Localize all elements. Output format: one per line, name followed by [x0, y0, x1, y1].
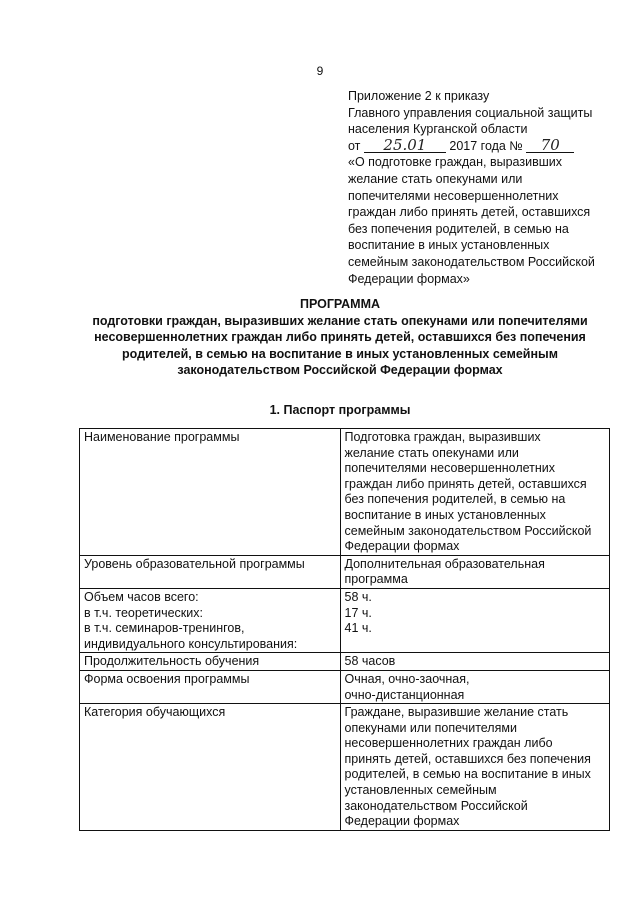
cell-text: программа: [344, 572, 408, 587]
cell-text: 58 ч.: [344, 589, 372, 604]
table-cell-label: [80, 555, 341, 588]
cell-text: Уровень образовательной программы: [84, 556, 305, 571]
cell-text: 17 ч.: [344, 605, 372, 620]
table-cell-label: [80, 588, 341, 652]
table-cell-value: [340, 429, 610, 556]
document-subtitle-line: подготовки граждан, выразивших желание стать опекунами или попечителями: [92, 313, 588, 328]
program-passport-table: [79, 428, 610, 831]
appendix-subject-line: желание стать опекунами или: [348, 171, 523, 186]
appendix-block: [348, 88, 610, 287]
table-cell-value: [340, 704, 610, 831]
cell-text: желание стать опекунами или: [344, 445, 519, 460]
cell-text: Наименование программы: [84, 430, 240, 444]
cell-text: в т.ч. теоретических:: [84, 605, 203, 620]
document-subtitle-line: законодательством Российской Федерации формах: [177, 363, 503, 377]
table-row: [80, 653, 610, 671]
cell-text: без попечения родителей, в семью на: [344, 492, 566, 507]
cell-text: установленных семейным: [344, 783, 497, 798]
appendix-subject-line: граждан либо принять детей, оставшихся: [348, 205, 591, 220]
cell-text: семейным законодательством Российской: [344, 523, 592, 538]
cell-text: Объем часов всего:: [84, 589, 199, 604]
table-cell-value: [340, 555, 610, 588]
handwritten-number: 70: [526, 138, 574, 153]
table-cell-label: [80, 704, 341, 831]
table-cell-label: [80, 653, 341, 671]
table-row: [80, 670, 610, 703]
cell-text: Форма освоения программы: [84, 671, 250, 686]
cell-text: Продолжительность обучения: [84, 654, 260, 669]
cell-text: Категория обучающихся: [84, 705, 226, 720]
cell-text: опекунами или попечителями: [344, 720, 517, 735]
cell-text: граждан либо принять детей, оставшихся: [344, 476, 587, 491]
cell-text: законодательством Российской: [344, 798, 528, 813]
cell-text: Граждане, выразившие желание стать: [344, 705, 569, 720]
appendix-subject-line: попечителями несовершеннолетних: [348, 188, 559, 203]
year-text: 2017 года №: [449, 138, 523, 153]
table-cell-label: [80, 429, 341, 556]
table-cell-label: [80, 670, 341, 703]
cell-text: индивидуального консультирования:: [84, 636, 298, 651]
table-row: [80, 588, 610, 652]
page-number: 9: [316, 64, 324, 78]
cell-text: в т.ч. семинаров-тренингов,: [84, 621, 245, 636]
appendix-subject-line: Федерации формах»: [348, 271, 470, 286]
document-subtitle-line: родителей, в семью на воспитание в иных установленных семейным: [122, 346, 558, 361]
appendix-subject-line: «О подготовке граждан, выразивших: [348, 155, 562, 170]
table-cell-value: [340, 670, 610, 703]
cell-text: очно-дистанционная: [344, 687, 465, 702]
cell-text: 58 часов: [344, 654, 396, 669]
cell-text: несовершеннолетних граждан либо: [344, 736, 553, 751]
appendix-subject-line: семейным законодательством Российской: [348, 254, 595, 269]
cell-text: воспитание в иных установленных: [344, 507, 546, 522]
appendix-line: населения Курганской области: [348, 122, 528, 137]
table-row: [80, 555, 610, 588]
document-subtitle-line: несовершеннолетних граждан либо принять детей, оставшихся без попечения: [94, 330, 586, 344]
date-prefix: от: [348, 138, 361, 153]
cell-text: Федерации формах: [344, 539, 460, 554]
document-title: ПРОГРАММА: [299, 297, 381, 311]
cell-text: Дополнительная образовательная: [344, 556, 545, 571]
section-title: 1. Паспорт программы: [269, 403, 411, 417]
document-title-block: [60, 296, 620, 379]
table-row: [80, 704, 610, 831]
cell-text: попечителями несовершеннолетних: [344, 461, 556, 476]
cell-text: родителей, в семью на воспитание в иных: [344, 767, 591, 782]
cell-text: принять детей, оставшихся без попечения: [344, 751, 591, 766]
appendix-subject-line: без попечения родителей, в семью на: [348, 221, 569, 236]
table-cell-value: [340, 653, 610, 671]
cell-text: 41 ч.: [344, 621, 372, 636]
table-row: [80, 429, 610, 556]
cell-text: Очная, очно-заочная,: [344, 671, 470, 686]
appendix-line: Приложение 2 к приказу: [348, 89, 490, 103]
appendix-date-line: [348, 135, 610, 155]
cell-text: Подготовка граждан, выразивших: [344, 430, 541, 444]
handwritten-date: 25.01: [364, 138, 446, 153]
cell-text: Федерации формах: [344, 814, 460, 829]
appendix-subject-line: воспитание в иных установленных: [348, 238, 550, 253]
table-cell-value: [340, 588, 610, 652]
appendix-line: Главного управления социальной защиты: [348, 105, 593, 120]
